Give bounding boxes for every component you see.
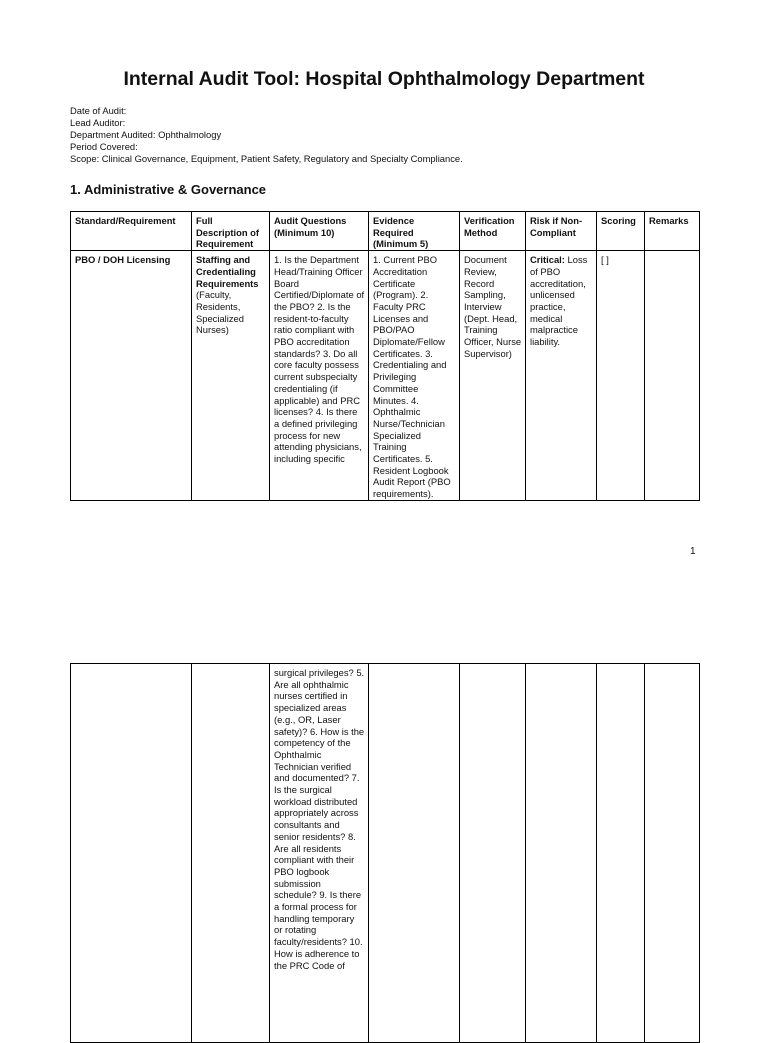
table-row: [71, 251, 700, 501]
cell-remarks-continued[interactable]: [645, 664, 700, 1043]
cell-scoring-continued[interactable]: [597, 664, 645, 1043]
cell-verification-continued: [460, 664, 526, 1043]
table-header-row: [71, 212, 700, 251]
audit-table: [70, 211, 700, 501]
meta-lead-auditor: Lead Auditor:: [70, 117, 126, 128]
cell-evidence: 1. Current PBO Accreditation Certificate (Program). 2. Faculty PRC Licenses and PBO/PAO Diplomate/Fellow Certificates. 3. Credentialing and Privileging Committee Minutes. 4. Ophthalmic Nurse/Technician Specialized Training Certificates. 5. Resident Logbook Audit Report (PBO requirements).: [369, 251, 460, 501]
section-heading: 1. Administrative & Governance: [70, 182, 267, 197]
cell-verification: Document Review, Record Sampling, Interview (Dept. Head, Training Officer, Nurse Supervisor): [460, 251, 526, 501]
audit-meta-block: [70, 105, 463, 165]
document-title: Internal Audit Tool: Hospital Ophthalmology Department: [123, 68, 645, 90]
cell-risk: [526, 251, 597, 501]
cell-standard-continued: [71, 664, 192, 1043]
cell-evidence-continued: [369, 664, 460, 1043]
table-row: [71, 664, 700, 1043]
header-audit-questions: Audit Questions (Minimum 10): [270, 212, 369, 251]
cell-standard: PBO / DOH Licensing: [71, 251, 192, 501]
header-remarks: Remarks: [645, 212, 700, 251]
meta-scope: Scope: Clinical Governance, Equipment, Patient Safety, Regulatory and Specialty Compliance.: [70, 153, 463, 164]
page-number: 1: [690, 546, 696, 557]
cell-description-continued: [192, 664, 270, 1043]
header-evidence: Evidence Required (Minimum 5): [369, 212, 460, 251]
audit-table-continued: [70, 663, 700, 1043]
cell-scoring[interactable]: [ ]: [597, 251, 645, 501]
cell-remarks[interactable]: [645, 251, 700, 501]
meta-department-audited: Department Audited: Ophthalmology: [70, 129, 222, 140]
meta-date-of-audit: Date of Audit:: [70, 105, 127, 116]
cell-audit-questions: 1. Is the Department Head/Training Officer Board Certified/Diplomate of the PBO? 2. Is the resident-to-faculty ratio compliant with PBO accreditation standards? 3. Do all core faculty possess current subspecialty credentialing (if applicable) and PRC licenses? 4. Is there a defined privileging process for new attending physicians, including specific: [270, 251, 369, 501]
header-description: Full Description of Requirement: [192, 212, 270, 251]
meta-period-covered: Period Covered:: [70, 141, 138, 152]
description-bold-text: Staffing and Credentialing Requirements: [196, 254, 259, 289]
risk-text: Loss of PBO accreditation, unlicensed practice, medical malpractice liability.: [530, 254, 588, 348]
cell-risk-continued: [526, 664, 597, 1043]
cell-description: [192, 251, 270, 501]
risk-level: Critical:: [530, 254, 565, 266]
cell-audit-questions-continued: surgical privileges? 5. Are all ophthalmic nurses certified in specialized areas (e.g., OR, Laser safety)? 6. How is the competency of the Ophthalmic Technician verified and documented? 7. Is the surgical workload distributed appropriately across consultants and senior residents? 8. Are all residents compliant with their PBO logbook submission schedule? 9. Is there a formal process for handling temporary or rotating faculty/residents? 10. How is adherence to the PRC Code of: [270, 664, 369, 1043]
header-standard: Standard/Requirement: [71, 212, 192, 251]
header-verification: Verification Method: [460, 212, 526, 251]
header-scoring: Scoring: [597, 212, 645, 251]
description-text: (Faculty, Residents, Specialized Nurses): [196, 289, 244, 336]
header-risk: Risk if Non-Compliant: [526, 212, 597, 251]
